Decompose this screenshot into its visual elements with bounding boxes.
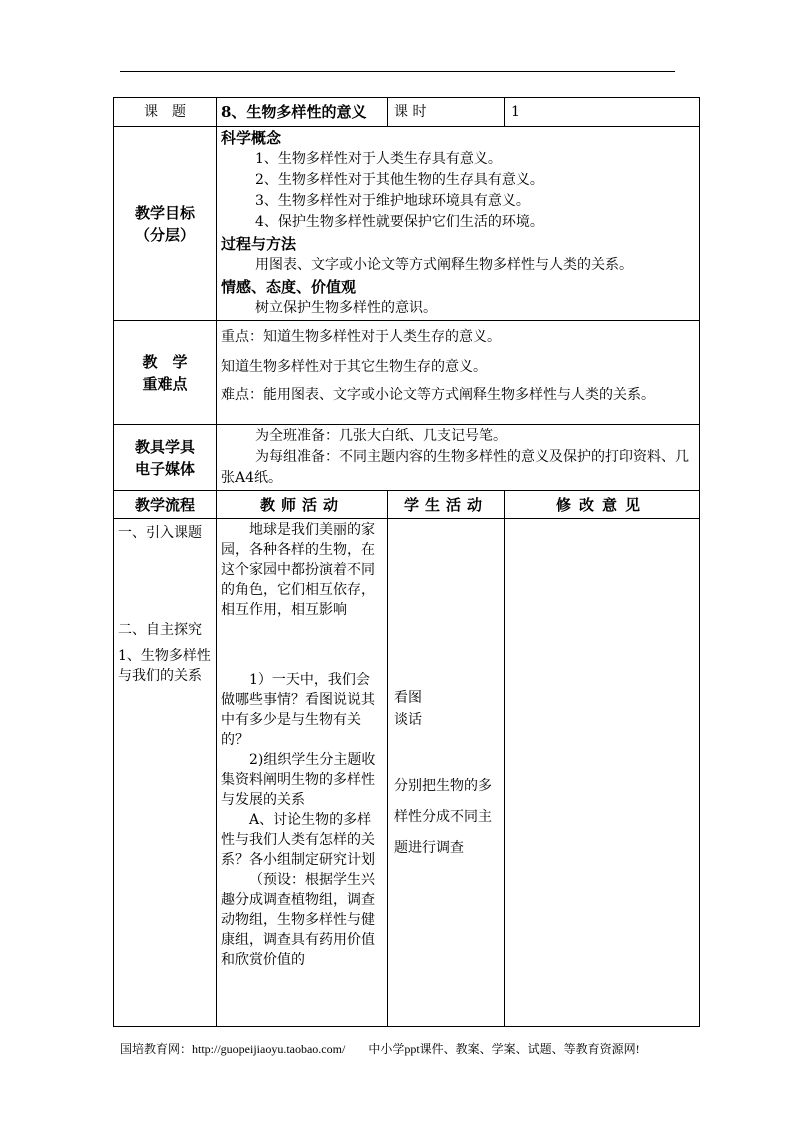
attitude-heading: 情感、态度、价值观 [221,278,357,296]
flow-row [114,519,700,1027]
student-line: 谈话 [394,712,422,728]
materials-row [114,425,700,491]
materials-label-line1: 教具学具 [134,437,195,456]
teacher-paragraph: （预设：根据学生兴趣分成调查植物组，调查动物组，生物多样性与健康组，调查具有药用价值和欣赏价值的 [221,872,375,968]
science-item: 1、生物多样性对于人类生存具有意义。 [255,151,502,167]
student-line: 分别把生物的多样性分成不同主题进行调查 [394,778,492,856]
goals-label-line2: （分层） [134,225,195,244]
keypoints-row [114,321,700,425]
lesson-title: 8、生物多样性的意义 [217,98,388,127]
footer-right: 中小学ppt课件、教案、学案、试题、等教育资源网! [368,1042,640,1056]
flow-col-revision: 修改意见 [505,491,700,519]
flow-col-teacher: 教师活动 [217,491,388,519]
attitude-text: 树立保护生物多样性的意识。 [255,300,437,316]
revision-notes [505,519,700,1027]
teacher-paragraph: A、讨论生物的多样性与我们人类有怎样的关系？各小组制定研究计划 [221,812,375,868]
keypoints-label-line2: 重难点 [142,374,188,393]
materials-label [114,425,217,491]
ke-shi-value: 1 [505,98,700,127]
goals-content [217,127,700,321]
science-heading: 科学概念 [221,129,282,147]
page-footer [120,1040,660,1057]
keypoint-line: 难点：能用图表、文字或小论文等方式阐释生物多样性与人类的关系。 [221,387,655,403]
flow-steps [114,519,217,1027]
title-row [114,98,700,127]
science-item: 4、保护生物多样性就要保护它们生活的环境。 [255,214,544,230]
header-rule [120,71,675,72]
materials-line: 为每组准备：不同主题内容的生物多样性的意义及保护的打印资料、几张A4纸。 [221,449,689,486]
teacher-paragraph: 地球是我们美丽的家园，各种各样的生物，在这个家园中都扮演着不同的角色，它们相互依存，相互作用，相互影响 [221,522,375,618]
step-intro: 一、引入课题 [118,525,202,541]
footer-left: 国培教育网：http://guopeijiaoyu.taobao.com/ [120,1042,346,1056]
flow-header-row [114,491,700,519]
process-heading: 过程与方法 [221,235,297,253]
step-relation: 1、生物多样性与我们的关系 [118,648,211,684]
materials-line: 为全班准备：几张大白纸、几支记号笔。 [255,428,507,444]
student-activity [388,519,505,1027]
teacher-paragraph: 1）一天中，我们会做哪些事情？看图说说其中有多少是与生物有关的？ [221,672,375,748]
goals-label-line1: 教学目标 [134,203,195,222]
student-line: 看图 [394,690,422,706]
materials-content [217,425,700,491]
teacher-activity [217,519,388,1027]
keypoint-line: 重点：知道生物多样性对于人类生存的意义。 [221,329,501,345]
goals-row [114,127,700,321]
keypoint-line: 知道生物多样性对于其它生物生存的意义。 [221,359,487,375]
science-item: 3、生物多样性对于维护地球环境具有意义。 [255,193,530,209]
teacher-paragraph: 2)组织学生分主题收集资料阐明生物的多样性与发展的关系 [221,752,376,808]
science-item: 2、生物多样性对于其他生物的生存具有意义。 [255,172,544,188]
flow-col-student: 学生活动 [388,491,505,519]
keypoints-label [114,321,217,425]
ke-ti-label: 课 题 [114,98,217,127]
process-text: 用图表、文字或小论文等方式阐释生物多样性与人类的关系。 [255,257,633,273]
flow-col-process: 教学流程 [114,491,217,519]
materials-label-line2: 电子媒体 [134,459,195,478]
keypoints-label-line1: 教 学 [142,352,188,371]
ke-shi-label: 课 时 [388,98,505,127]
step-explore: 二、自主探究 [118,622,202,638]
keypoints-content [217,321,700,425]
goals-label [114,127,217,321]
lesson-plan-table [113,97,700,1027]
